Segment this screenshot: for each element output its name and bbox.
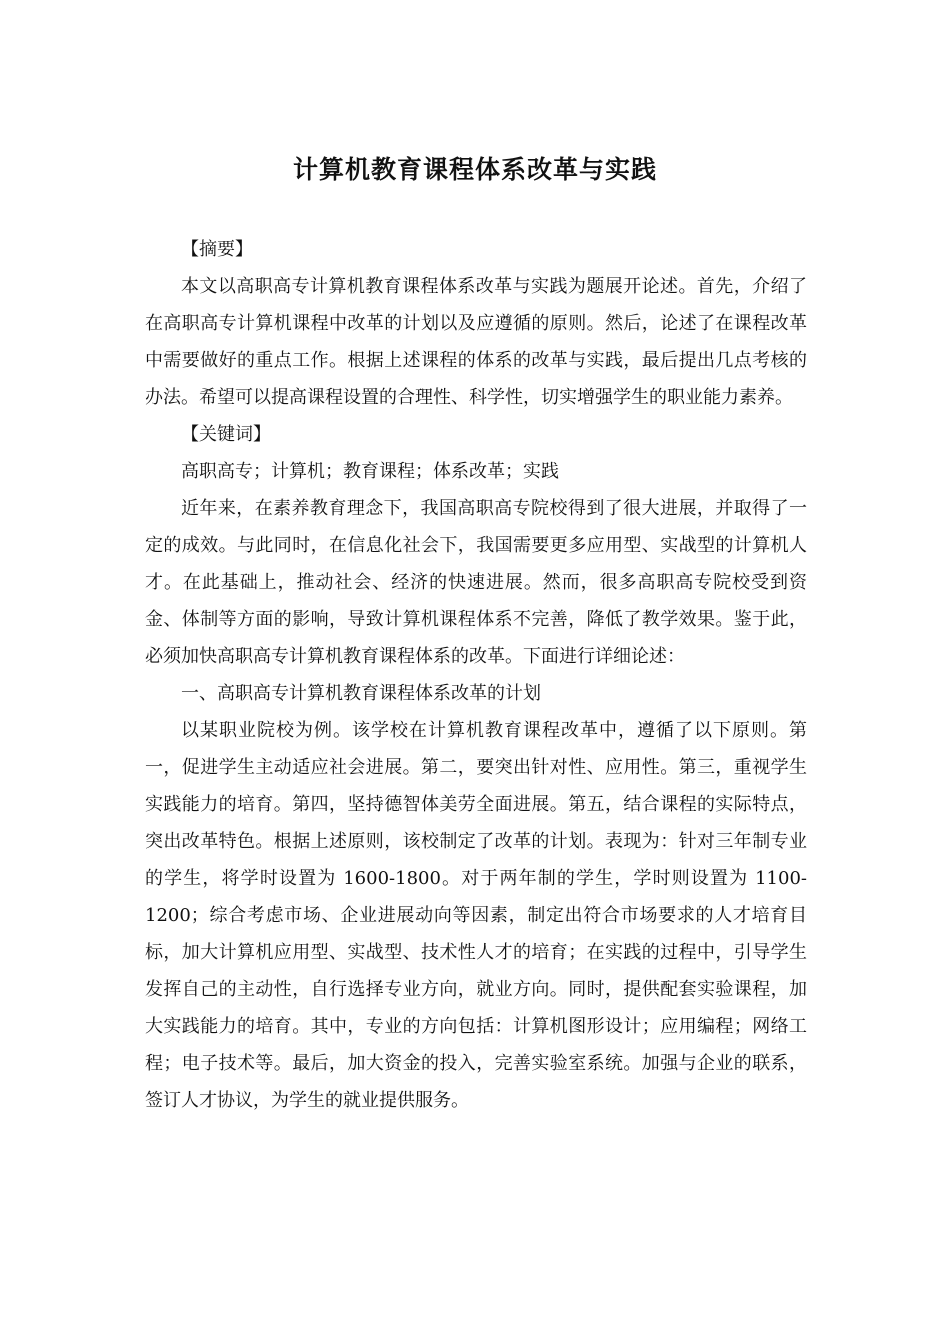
abstract-heading: 【摘要】 [181,239,253,260]
keywords-paragraph: 高职高专；计算机；教育课程；体系改革；实践 [181,461,559,482]
intro-paragraph: 近年来，在素养教育理念下，我国高职高专院校得到了很大进展，并取得了一定的成效。与此同时，在信息化社会下，我国需要更多应用型、实战型的计算机人才。在此基础上，推动社会、经济的快速进展。然而，很多高职高专院校受到资金、体制等方面的影响，导致计算机课程体系不完善，降低了教学效果。鉴于此，必须加快高职高专计算机教育课程体系的改革。下面进行详细论述： [145,498,807,667]
page-title: 计算机教育课程体系改革与实践 [292,155,657,184]
section-heading: 一、高职高专计算机教育课程体系改革的计划 [181,683,541,704]
section-paragraph: 以某职业院校为例。该学校在计算机教育课程改革中，遵循了以下原则。第一，促进学生主动适应社会进展。第二，要突出针对性、应用性。第三，重视学生实践能力的培育。第四，坚持德智体美劳全面进展。第五，结合课程的实际特点，突出改革特色。根据上述原则，该校制定了改革的计划。表现为：针对三年制专业的学生，将学时设置为 1600-1800。对于两年制的学生，学时则设置为 1100-1200；综合考虑市场、企业进展动向等因素，制定出符合市场要求的人才培育目标，加大计算机应用型、实战型、技术性人才的培育；在实践的过程中，引导学生发挥自己的主动性，自行选择专业方向，就业方向。同时，提供配套实验课程，加大实践能力的培育。其中，专业的方向包括：计算机图形设计；应用编程；网络工程；电子技术等。最后，加大资金的投入，完善实验室系统。加强与企业的联系，签订人才协议，为学生的就业提供服务。 [145,720,807,1111]
abstract-paragraph: 本文以高职高专计算机教育课程体系改革与实践为题展开论述。首先，介绍了在高职高专计算机课程中改革的计划以及应遵循的原则。然后，论述了在课程改革中需要做好的重点工作。根据上述课程的体系的改革与实践，最后提出几点考核的办法。希望可以提高课程设置的合理性、科学性，切实增强学生的职业能力素养。 [145,276,807,408]
document-body [145,231,807,1119]
keywords-heading: 【关键词】 [181,424,271,445]
